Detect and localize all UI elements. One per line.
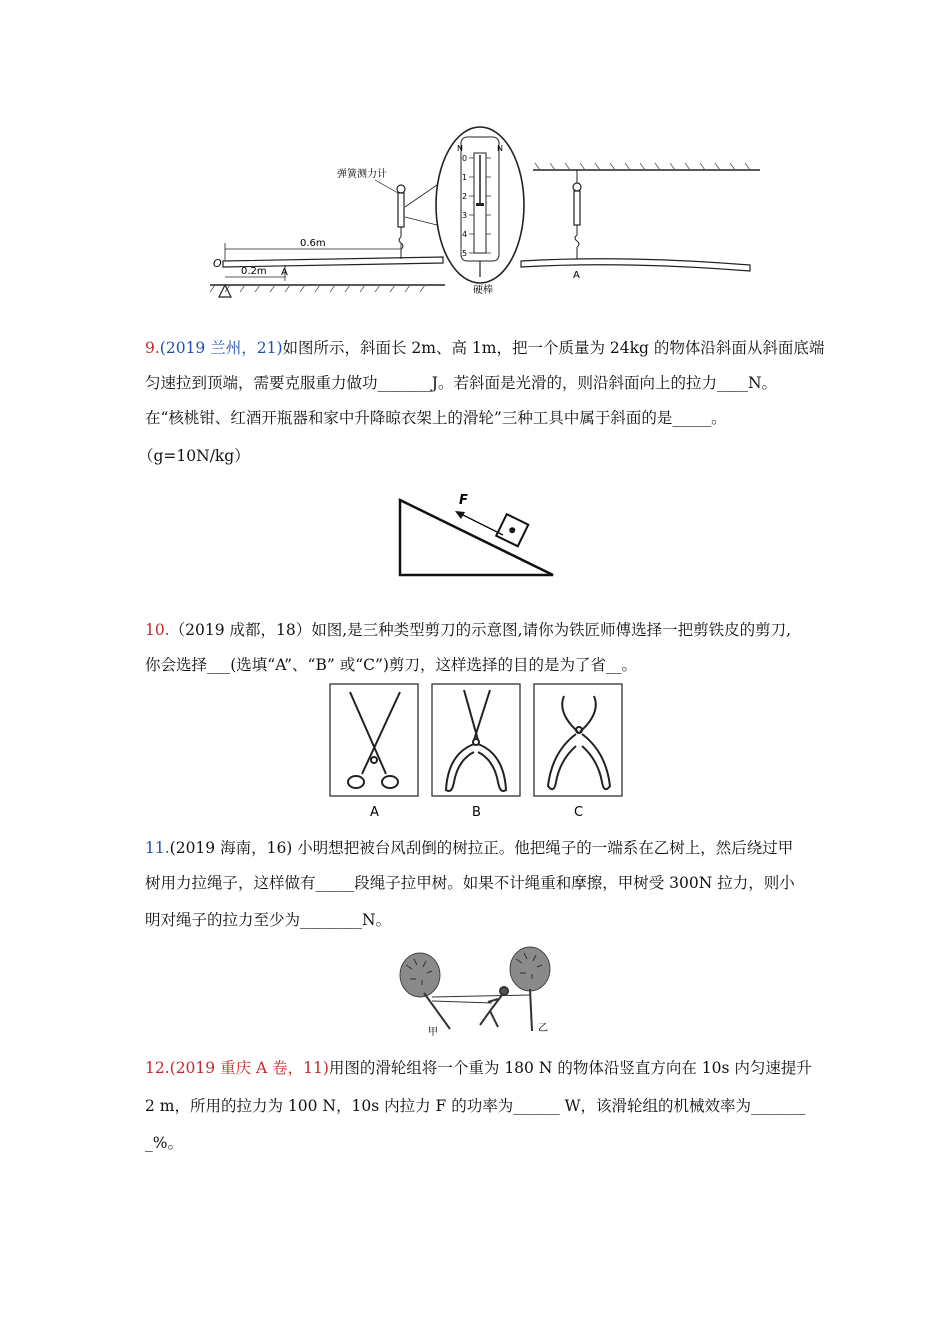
point-a-left: A [281,267,288,278]
rod-label: 硬棒 [473,285,493,296]
trees-figure [392,945,564,1040]
scale-unit-left: N [457,144,463,153]
q12-source: 12.(2019 重庆 A 卷，11) [145,1059,329,1077]
q12-line1 [145,1058,812,1078]
q9-text-1: 如图所示，斜面长 2m、高 1m，把一个质量为 24kg 的物体沿斜面从斜面底端 [282,339,825,357]
q11-line2: 树用力拉绳子，这样做有_____段绳子拉甲树。如果不计绳重和摩擦，甲树受 300N 拉力，则小 [145,874,795,892]
q9-source: (2019 兰州，21) [159,339,283,357]
pivot-label-o: O [213,257,222,270]
scale-tick-0: 0 [462,154,468,163]
incline-figure [395,490,560,580]
q9-line3: 在“核桃钳、红酒开瓶器和家中升降晾衣架上的滑轮”三种工具中属于斜面的是_____。 [145,409,727,427]
lever-figure [205,125,765,305]
q9-number: 9. [145,339,160,357]
dimension-0-6m: 0.6m [300,238,326,249]
scale-tick-5: 5 [462,249,468,258]
q10-line2: 你会选择___(选填“A”、“B” 或“C”)剪刀，这样选择的目的是为了省__。 [145,656,637,674]
scale-tick-2: 2 [462,192,468,201]
scale-tick-1: 1 [462,173,468,182]
scissors-figure [328,682,624,822]
point-a-right: A [573,270,580,281]
q11-text-1: (2019 海南，16) 小明想把被台风刮倒的树拉正。他把绳子的一端系在乙树上，然后绕过甲 [169,839,794,857]
scissors-label-c: C [574,805,584,820]
scale-tick-3: 3 [462,211,468,220]
q12-line3: _%。 [145,1134,183,1152]
q11-number: 11. [145,839,170,857]
q9-line1 [145,338,824,358]
tree-label-jia: 甲 [428,1027,438,1038]
scale-tick-4: 4 [462,230,468,239]
q12-text-1: 用图的滑轮组将一个重为 180 N 的物体沿竖直方向在 10s 内匀速提升 [328,1059,812,1077]
q11-line1 [145,838,793,858]
force-label-f: F [459,493,468,508]
scissors-label-a: A [370,805,379,820]
tree-left-icon [400,953,450,1029]
tree-label-yi: 乙 [538,1023,548,1034]
scissors-label-b: B [472,805,481,820]
q10-number: 10. [145,621,170,639]
q9-line2: 匀速拉到顶端，需要克服重力做功_______J。若斜面是光滑的，则沿斜面向上的拉力____N。 [145,374,778,392]
dimension-0-2m: 0.2m [241,266,267,277]
q12-line2: 2 m，所用的拉力为 100 N，10s 内拉力 F 的功率为______ W，该滑轮组的机械效率为_______ [145,1097,806,1115]
q10-text-1: （2019 成都，18）如图,是三种类型剪刀的示意图,请你为铁匠师傅选择一把剪铁皮的剪刀, [169,621,792,639]
tree-right-icon [510,947,550,1031]
q9-line4: （g=10N/kg） [138,447,250,465]
q10-line1 [145,620,791,640]
spring-scale-label: 弹簧测力计 [337,169,387,180]
person-icon [480,987,508,1027]
q11-line3: 明对绳子的拉力至少为________N。 [145,911,392,929]
scale-unit-right: N [497,144,503,153]
